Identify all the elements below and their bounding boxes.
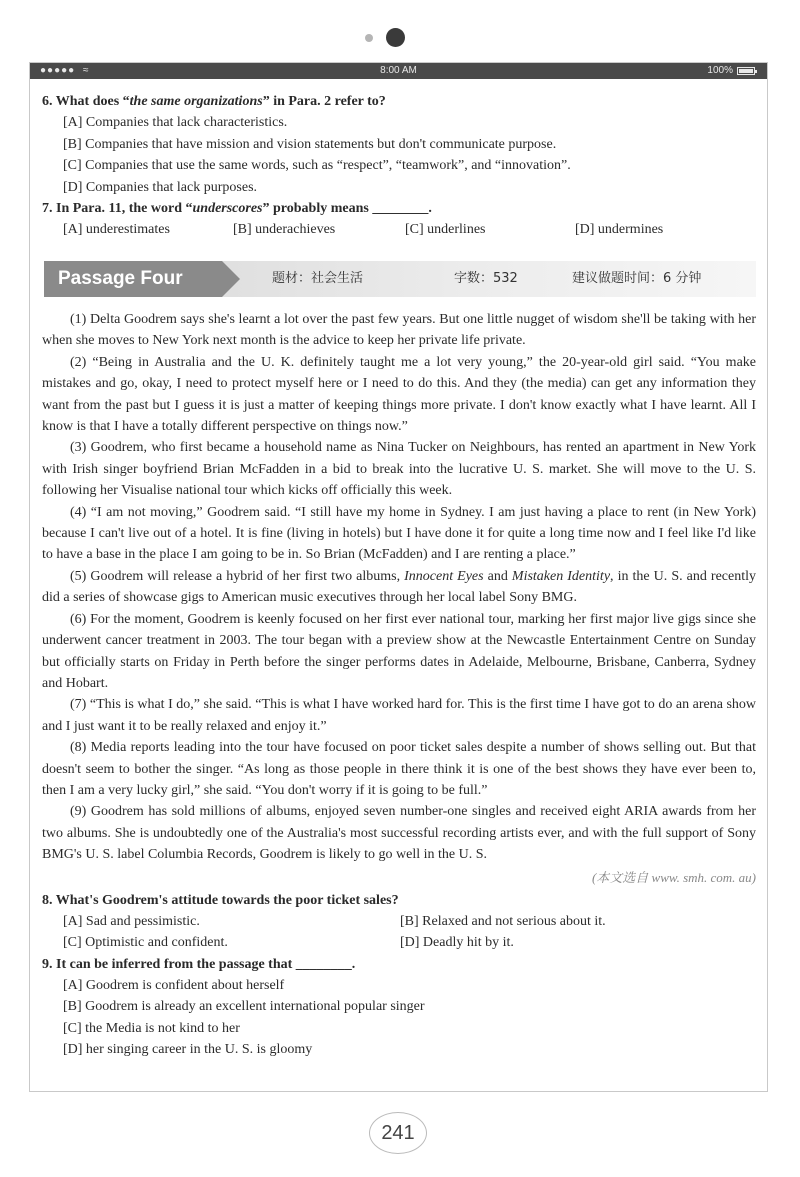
passage-topic: 题材：社会生活 — [272, 271, 364, 286]
q8-option-b[interactable]: [B] Relaxed and not serious about it. — [400, 913, 606, 929]
sensor-dot — [365, 34, 373, 42]
paragraph-9: (9) Goodrem has sold millions of albums, enjoyed seven number-one singles and received eight ARIA awards from her two albums. She is undoubtedly one of the Australia's most successful recording artists ever, and with the full support of Sony BMG's U. S. label Columbia Records, Goodrem is likely to go well in the U. S. — [42, 804, 756, 863]
wifi-icon: ≈ — [82, 65, 90, 76]
banner-arrow — [222, 261, 240, 297]
paragraph-7: (7) “This is what I do,” she said. “This is what I have worked hard for. This is the first time I have got to do an arena show and I just want it to be really relaxed and enjoy it.” — [42, 697, 756, 734]
paragraph-5: (5) Goodrem will release a hybrid of her first two albums, Innocent Eyes and Mistaken Identity, in the U. S. and recently did a series of showcase gigs to American music executives through her local label Sony BMG. — [42, 568, 756, 606]
paragraph-8: (8) Media reports leading into the tour have focused on poor ticket sales despite a number of shows selling out. But that doesn't seem to bother the singer. “As long as those people in there think it is one of the best shows they have ever been to, then I am a very lucky girl,” she said. “You don't worry if it is going to be full.” — [42, 740, 756, 798]
page-content — [42, 91, 756, 1061]
q7-option-a[interactable]: [A] underestimates — [63, 222, 170, 237]
device-camera — [0, 27, 800, 49]
q7-option-b[interactable]: [B] underachieves — [233, 222, 336, 237]
q9-option-c[interactable]: [C] the Media is not kind to her — [63, 1020, 240, 1036]
source-note: (本文选自 www. smh. com. au) — [591, 869, 756, 885]
q6-option-c[interactable]: [C] Companies that use the same words, such as “respect”, “teamwork”, and “innovation”. — [63, 158, 571, 173]
q6-option-a[interactable]: [A] Companies that lack characteristics. — [63, 115, 288, 130]
passage-time: 建议做题时间：6 分钟 — [572, 271, 702, 286]
q9-option-a[interactable]: [A] Goodrem is confident about herself — [63, 977, 285, 993]
camera-dot — [386, 28, 405, 47]
questions-8-9 — [42, 890, 756, 1061]
q6-option-b[interactable]: [B] Companies that have mission and vision statements but don't communicate purpose. — [63, 136, 557, 152]
question-8: 8. What's Goodrem's attitude towards the poor ticket sales? — [42, 892, 399, 908]
q9-option-b[interactable]: [B] Goodrem is already an excellent international popular singer — [63, 999, 425, 1015]
tablet-screen — [29, 62, 768, 1092]
battery-indicator: 100% — [707, 65, 755, 76]
paragraph-6: (6) For the moment, Goodrem is keenly focused on her first ever national tour, marking her first major live gigs since she underwent cancer treatment in 2003. The tour began with a preview show at the Newcastle Entertainment Centre on Sunday but officially starts on Friday in Perth before the singer performs dates in Adelaide, Melbourne, Brisbane, Canberra, Sydney and Hobart. — [42, 611, 756, 691]
q9-option-d[interactable]: [D] her singing career in the U. S. is gloomy — [63, 1042, 313, 1058]
q6-option-d[interactable]: [D] Companies that lack purposes. — [63, 179, 258, 195]
passage-banner — [44, 261, 756, 297]
paragraph-1: (1) Delta Goodrem says she's learnt a lot over the past few years. But one little nugget of wisdom she'll be taking with her when she moves to New York next month is the advice to keep her private life private. — [42, 312, 756, 349]
q8-option-d[interactable]: [D] Deadly hit by it. — [400, 935, 514, 951]
status-time: 8:00 AM — [380, 65, 417, 76]
status-bar — [30, 63, 767, 79]
q8-options — [63, 911, 756, 954]
signal-indicator: ●●●●● ≈ — [40, 65, 90, 76]
q8-option-c[interactable]: [C] Optimistic and confident. — [63, 935, 228, 951]
page-number: 241 — [369, 1112, 427, 1154]
question-6: 6. What does “the same organizations” in Para. 2 refer to? — [42, 94, 386, 109]
q7-option-d[interactable]: [D] undermines — [575, 222, 664, 237]
q8-option-a[interactable]: [A] Sad and pessimistic. — [63, 913, 200, 929]
question-9: 9. It can be inferred from the passage that ________. — [42, 956, 356, 972]
passage-word-count: 字数：532 — [454, 271, 518, 286]
paragraph-2: (2) “Being in Australia and the U. K. definitely taught me a lot very young,” the 20-year-old girl said. “You make mistakes and go, okay, I need to protect myself here or I need to do this. And they (the media) can get any information they want from the past but I guess it is just a matter of keeping things more private. I don't know exactly what I have learnt. All I know is that I have a totally different perspective on things now.” — [42, 354, 756, 435]
battery-icon — [737, 67, 755, 75]
q7-options — [63, 219, 756, 241]
paragraph-4: (4) “I am not moving,” Goodrem said. “I still have my home in Sydney. I am just having a place to rent (in New York) because I can't live out of a hotel. It is fine (living in hotels) but I have done it for quite a long time now and I feel like I'd like to have a base in the place I am going to be in. So Brian (McFadden) and I are renting a place.” — [42, 504, 756, 563]
passage-title: Passage Four — [44, 261, 222, 297]
paragraph-3: (3) Goodrem, who first became a household name as Nina Tucker on Neighbours, has rented an apartment in New York with Irish singer boyfriend Brian McFadden in a bid to break into the lucrative U. S. market. She will move to the U. S. following her Visualise national tour which kicks off officially this week. — [42, 440, 756, 499]
question-7: 7. In Para. 11, the word “underscores” probably means ________. — [42, 201, 432, 216]
q7-option-c[interactable]: [C] underlines — [405, 222, 486, 237]
